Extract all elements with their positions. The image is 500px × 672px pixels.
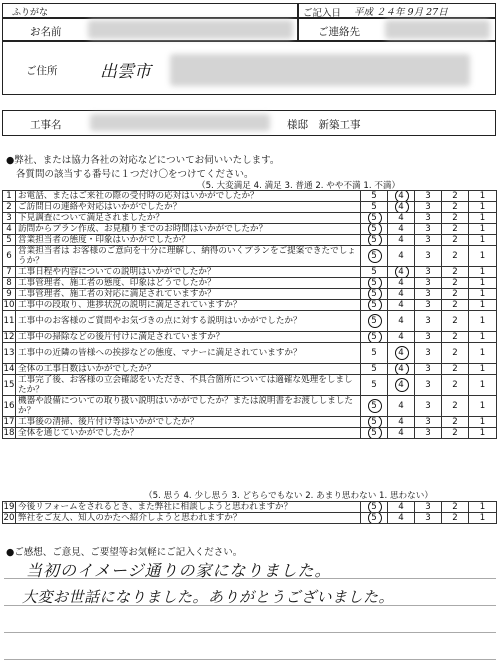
project-suffix: 様邸 新築工事 xyxy=(287,119,361,131)
score-option-5[interactable]: 5 xyxy=(361,343,388,364)
score-option-2[interactable]: 2 xyxy=(442,417,469,428)
score-option-5[interactable]: 5 xyxy=(361,267,388,278)
score-option-3[interactable]: 3 xyxy=(415,332,442,343)
score-option-2[interactable]: 2 xyxy=(442,375,469,396)
question-text: 全体を通じていかがでしたか？ xyxy=(16,428,361,439)
question-number: 16 xyxy=(3,396,16,417)
score-option-3[interactable]: 3 xyxy=(415,235,442,246)
score-option-4[interactable]: 4 xyxy=(388,300,415,311)
address-redaction xyxy=(170,54,470,86)
table-row xyxy=(3,224,497,235)
question-text: 工事中のお客様のご質問やお気づきの点に対する説明はいかがでしたか？ xyxy=(16,311,361,332)
score-option-4[interactable]: 4 xyxy=(388,364,415,375)
question-text: 工事後の清掃、後片付け等はいかがでしたか？ xyxy=(16,417,361,428)
question-text: 工事管理者、施工者の態度、印象はどうでしたか？ xyxy=(16,278,361,289)
question-number: 9 xyxy=(3,289,16,300)
score-option-1[interactable]: 1 xyxy=(469,396,497,417)
score-option-1[interactable]: 1 xyxy=(469,246,497,267)
intro-line-1: ●弊社、または協力各社の対応などについてお伺いいたします。 xyxy=(6,155,280,166)
table-row xyxy=(3,332,497,343)
score-option-4[interactable]: 4 xyxy=(388,278,415,289)
scale-legend-2: （5. 思う 4. 少し思う 3. どちらでもない 2. あまり思わない 1. 思わない） xyxy=(144,491,433,501)
question-number: 5 xyxy=(3,235,16,246)
score-option-4[interactable]: 4 xyxy=(388,224,415,235)
score-option-4[interactable]: 4 xyxy=(388,417,415,428)
table-row xyxy=(3,267,497,278)
question-text: 営業担当者の態度・印象はいかがでしたか？ xyxy=(16,235,361,246)
contact-redaction xyxy=(385,20,490,39)
score-option-4[interactable]: 4 xyxy=(388,235,415,246)
score-option-5[interactable]: 5 xyxy=(361,396,388,417)
score-option-1[interactable]: 1 xyxy=(469,300,497,311)
table-row xyxy=(3,375,497,396)
question-number: 11 xyxy=(3,311,16,332)
score-option-3[interactable]: 3 xyxy=(415,289,442,300)
question-number: 15 xyxy=(3,375,16,396)
table-row xyxy=(3,278,497,289)
score-option-2[interactable]: 2 xyxy=(442,278,469,289)
score-option-5[interactable]: 5 xyxy=(361,417,388,428)
table-row xyxy=(3,428,497,439)
score-option-2[interactable]: 2 xyxy=(442,235,469,246)
score-option-1[interactable]: 1 xyxy=(469,428,497,439)
score-option-5[interactable]: 5 xyxy=(361,246,388,267)
score-option-5[interactable]: 5 xyxy=(361,213,388,224)
score-option-1[interactable]: 1 xyxy=(469,332,497,343)
score-option-5[interactable]: 5 xyxy=(361,375,388,396)
question-text: 下見調査について満足されましたか？ xyxy=(16,213,361,224)
question-text: 工事中の近隣の皆様への挨拶などの態度、マナーに満足されていますか？ xyxy=(16,343,361,364)
score-option-1[interactable]: 1 xyxy=(469,375,497,396)
table-row xyxy=(3,246,497,267)
score-option-5[interactable]: 5 xyxy=(361,513,388,524)
score-option-1[interactable]: 1 xyxy=(469,289,497,300)
score-option-1[interactable]: 1 xyxy=(469,224,497,235)
score-option-2[interactable]: 2 xyxy=(442,289,469,300)
score-option-4[interactable]: 4 xyxy=(388,428,415,439)
question-text: 工事日程や内容についての説明はいかがでしたか？ xyxy=(16,267,361,278)
score-option-1[interactable]: 1 xyxy=(469,202,497,213)
question-text: 工事管理者、施工者の対応に満足されていますか？ xyxy=(16,289,361,300)
score-option-5[interactable]: 5 xyxy=(361,235,388,246)
score-option-5[interactable]: 5 xyxy=(361,364,388,375)
score-option-5[interactable]: 5 xyxy=(361,278,388,289)
score-option-2[interactable]: 2 xyxy=(442,364,469,375)
score-option-4[interactable]: 4 xyxy=(388,213,415,224)
score-option-2[interactable]: 2 xyxy=(442,396,469,417)
score-option-2[interactable]: 2 xyxy=(442,246,469,267)
score-option-5[interactable]: 5 xyxy=(361,289,388,300)
score-option-1[interactable]: 1 xyxy=(469,278,497,289)
comments-label: ●ご感想、ご意見、ご要望等お気軽にご記入ください。 xyxy=(6,547,243,558)
score-option-3[interactable]: 3 xyxy=(415,267,442,278)
question-text: 工事完了後、お客様の立会確認をいただき、不具合箇所については適確な処理をしましたか？ xyxy=(16,375,361,396)
score-option-4[interactable]: 4 xyxy=(388,267,415,278)
question-number: 4 xyxy=(3,224,16,235)
score-option-5[interactable]: 5 xyxy=(361,191,388,202)
score-option-3[interactable]: 3 xyxy=(415,300,442,311)
score-option-4[interactable]: 4 xyxy=(388,513,415,524)
table-row xyxy=(3,513,497,524)
score-option-1[interactable]: 1 xyxy=(469,235,497,246)
scale-legend-1: （5. 大変満足 4. 満足 3. 普通 2. やや不満 1. 不満） xyxy=(197,181,401,191)
question-number: 18 xyxy=(3,428,15,438)
score-option-4[interactable]: 4 xyxy=(388,343,415,364)
address-label: ご住所 xyxy=(26,65,58,77)
score-option-4[interactable]: 4 xyxy=(388,375,415,396)
question-text: お電話、またはご来社の際の受付時の応対はいかがでしたか？ xyxy=(16,191,361,202)
comment-line-3 xyxy=(4,632,496,633)
score-option-2[interactable]: 2 xyxy=(442,311,469,332)
score-option-1[interactable]: 1 xyxy=(469,267,497,278)
question-number: 12 xyxy=(3,332,15,342)
score-option-2[interactable]: 2 xyxy=(442,224,469,235)
score-option-3[interactable]: 3 xyxy=(415,278,442,289)
question-text: 今後リフォームをされるとき、また弊社に相談しようと思われますか？ xyxy=(16,502,361,513)
score-option-3[interactable]: 3 xyxy=(415,213,442,224)
table-row xyxy=(3,213,497,224)
score-option-5[interactable]: 5 xyxy=(361,202,388,213)
score-option-3[interactable]: 3 xyxy=(415,224,442,235)
comment-text-2: 大変お世話になりました。ありがとうございました。 xyxy=(22,588,395,606)
question-number: 13 xyxy=(3,343,16,364)
score-option-4[interactable]: 4 xyxy=(388,332,415,343)
name-label: お名前 xyxy=(30,26,62,38)
table-row xyxy=(3,343,497,364)
date-label: ご記入日 xyxy=(303,8,342,19)
score-option-2[interactable]: 2 xyxy=(442,502,469,513)
score-option-2[interactable]: 2 xyxy=(442,213,469,224)
score-option-1[interactable]: 1 xyxy=(469,417,497,428)
score-option-2[interactable]: 2 xyxy=(442,513,469,524)
score-option-3[interactable]: 3 xyxy=(415,202,442,213)
score-option-3[interactable]: 3 xyxy=(415,513,442,524)
score-option-1[interactable]: 1 xyxy=(469,364,497,375)
question-number: 1 xyxy=(3,191,16,202)
date-value: 平成 ２４年 9月 27日 xyxy=(354,7,448,18)
question-text: 訪問からプラン作成、お見積りまでのお時間はいかがでしたか？ xyxy=(16,224,361,235)
score-option-1[interactable]: 1 xyxy=(469,502,497,513)
furigana-label: ふりがな xyxy=(12,8,49,18)
question-text: 全体の工事日数はいかがでしたか？ xyxy=(16,364,361,375)
questionnaire-table xyxy=(2,190,497,439)
score-option-2[interactable]: 2 xyxy=(442,300,469,311)
question-number: 3 xyxy=(3,213,16,224)
question-number: 17 xyxy=(3,417,15,427)
score-option-3[interactable]: 3 xyxy=(415,343,442,364)
score-option-1[interactable]: 1 xyxy=(469,213,497,224)
score-option-5[interactable]: 5 xyxy=(361,311,388,332)
score-option-4[interactable]: 4 xyxy=(388,396,415,417)
question-number: 19 xyxy=(3,502,15,512)
table-row xyxy=(3,417,497,428)
score-option-3[interactable]: 3 xyxy=(415,396,442,417)
question-text: 営業担当者は お客様のご意向を十分に理解し、納得のいくプランをご提案できたでしょうか？ xyxy=(16,246,361,267)
project-label: 工事名 xyxy=(30,119,62,131)
score-option-2[interactable]: 2 xyxy=(442,428,469,439)
table-row xyxy=(3,300,497,311)
score-option-3[interactable]: 3 xyxy=(415,428,442,439)
score-option-3[interactable]: 3 xyxy=(415,364,442,375)
score-option-1[interactable]: 1 xyxy=(469,191,497,202)
comment-text-1: 当初のイメージ通りの家になりました。 xyxy=(26,561,332,580)
score-option-5[interactable]: 5 xyxy=(361,224,388,235)
question-number: 7 xyxy=(3,267,16,278)
score-option-3[interactable]: 3 xyxy=(415,191,442,202)
name-redaction xyxy=(88,20,293,39)
score-option-1[interactable]: 1 xyxy=(469,513,497,524)
table-row xyxy=(3,396,497,417)
contact-label: ご連絡先 xyxy=(318,26,360,38)
question-number: 2 xyxy=(3,202,16,213)
score-option-2[interactable]: 2 xyxy=(442,191,469,202)
table-row xyxy=(3,364,497,375)
score-option-4[interactable]: 4 xyxy=(388,289,415,300)
question-number: 20 xyxy=(3,513,15,523)
question-number: 10 xyxy=(3,300,15,310)
question-text: 工事中の掃除などの後片付けに満足されていますか？ xyxy=(16,332,361,343)
score-option-5[interactable]: 5 xyxy=(361,428,388,439)
table-row xyxy=(3,502,497,513)
table-row xyxy=(3,202,497,213)
score-option-1[interactable]: 1 xyxy=(469,311,497,332)
score-option-4[interactable]: 4 xyxy=(388,191,415,202)
score-option-1[interactable]: 1 xyxy=(469,343,497,364)
question-number: 8 xyxy=(3,278,16,289)
comment-line-4 xyxy=(4,659,496,660)
question-number: 14 xyxy=(3,364,15,374)
table-row xyxy=(3,235,497,246)
score-option-3[interactable]: 3 xyxy=(415,417,442,428)
score-option-4[interactable]: 4 xyxy=(388,311,415,332)
score-option-4[interactable]: 4 xyxy=(388,502,415,513)
project-redaction xyxy=(90,114,270,131)
score-option-3[interactable]: 3 xyxy=(415,502,442,513)
score-option-4[interactable]: 4 xyxy=(388,246,415,267)
score-option-3[interactable]: 3 xyxy=(415,246,442,267)
address-value: 出雲市 xyxy=(100,62,151,82)
score-option-2[interactable]: 2 xyxy=(442,267,469,278)
score-option-5[interactable]: 5 xyxy=(361,502,388,513)
score-option-3[interactable]: 3 xyxy=(415,311,442,332)
question-text: ご訪問日の連絡や対応はいかがでしたか？ xyxy=(16,202,361,213)
score-option-2[interactable]: 2 xyxy=(442,343,469,364)
question-text: 機器や設備についての取り扱い説明はいかがでしたか？または説明書をお渡ししましたか？ xyxy=(16,396,361,417)
score-option-2[interactable]: 2 xyxy=(442,332,469,343)
intro-line-2: 各質問の該当する番号に１つだけ〇をつけてください。 xyxy=(16,169,254,180)
question-number: 6 xyxy=(3,246,16,267)
score-option-5[interactable]: 5 xyxy=(361,332,388,343)
score-option-3[interactable]: 3 xyxy=(415,375,442,396)
question-text: 弊社をご友人、知人のかたへ紹介しようと思われますか？ xyxy=(16,513,361,524)
score-option-2[interactable]: 2 xyxy=(442,202,469,213)
question-text: 工事中の段取り、進捗状況の説明に満足されていますか？ xyxy=(16,300,361,311)
recommendation-table xyxy=(2,501,497,524)
table-row xyxy=(3,311,497,332)
score-option-4[interactable]: 4 xyxy=(388,202,415,213)
score-option-5[interactable]: 5 xyxy=(361,300,388,311)
table-row xyxy=(3,191,497,202)
table-row xyxy=(3,289,497,300)
